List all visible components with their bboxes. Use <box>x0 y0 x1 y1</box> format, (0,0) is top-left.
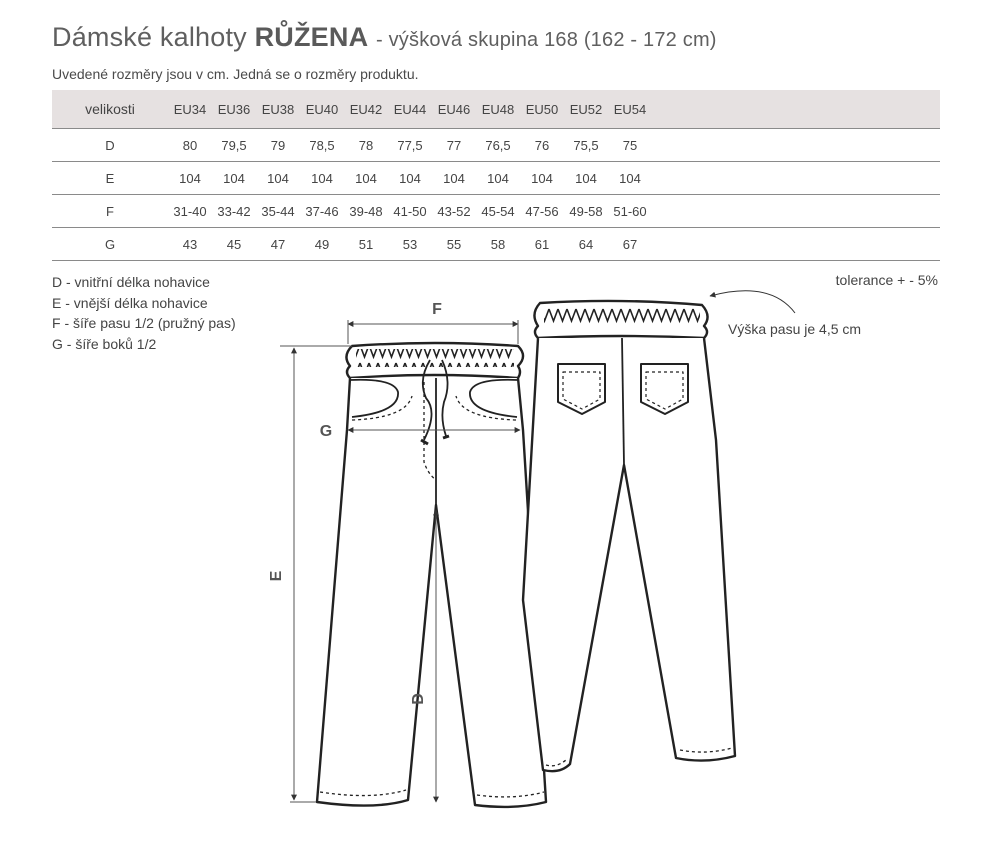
table-cell: 47-56 <box>520 195 564 228</box>
table-cell: 104 <box>432 162 476 195</box>
size-header: EU50 <box>520 90 564 129</box>
table-cell: 64 <box>564 228 608 261</box>
units-note: Uvedené rozměry jsou v cm. Jedná se o rozměry produktu. <box>52 66 419 82</box>
table-cell: 104 <box>388 162 432 195</box>
size-header: EU38 <box>256 90 300 129</box>
table-cell: 104 <box>256 162 300 195</box>
table-cell: 53 <box>388 228 432 261</box>
table-cell: 76,5 <box>476 129 520 162</box>
table-cell: 104 <box>564 162 608 195</box>
table-cell: 79 <box>256 129 300 162</box>
tolerance-note: tolerance + - 5% <box>835 272 938 288</box>
table-cell: 67 <box>608 228 652 261</box>
front-outline <box>317 378 546 807</box>
table-cell: 104 <box>344 162 388 195</box>
back-view <box>523 301 735 771</box>
table-cell: 78,5 <box>300 129 344 162</box>
row-label: E <box>52 162 168 195</box>
back-outline <box>523 338 735 771</box>
legend-item-e: E - vnější délka nohavice <box>52 294 208 311</box>
waist-height-note: Výška pasu je 4,5 cm <box>728 321 862 337</box>
row-label: G <box>52 228 168 261</box>
front-view <box>317 343 546 807</box>
size-header: EU52 <box>564 90 608 129</box>
table-cell: 49-58 <box>564 195 608 228</box>
legend-item-f: F - šíře pasu 1/2 (pružný pas) <box>52 315 236 331</box>
table-cell: 31-40 <box>168 195 212 228</box>
size-header: EU40 <box>300 90 344 129</box>
table-cell: 33-42 <box>212 195 256 228</box>
table-cell: 51-60 <box>608 195 652 228</box>
row-label: F <box>52 195 168 228</box>
table-cell: 37-46 <box>300 195 344 228</box>
table-cell: 41-50 <box>388 195 432 228</box>
dim-label-e: E <box>268 570 285 582</box>
title-prefix: Dámské kalhoty <box>52 22 247 52</box>
size-header: EU46 <box>432 90 476 129</box>
table-cell: 104 <box>608 162 652 195</box>
table-cell: 77,5 <box>388 129 432 162</box>
legend-item-d: D - vnitřní délka nohavice <box>52 274 210 290</box>
table-cell: 43 <box>168 228 212 261</box>
table-cell: 45-54 <box>476 195 520 228</box>
table-cell: 76 <box>520 129 564 162</box>
table-cell: 80 <box>168 129 212 162</box>
table-cell: 58 <box>476 228 520 261</box>
table-cell: 104 <box>212 162 256 195</box>
dim-label-f: F <box>432 301 442 318</box>
header-label: velikosti <box>52 90 168 129</box>
table-cell: 55 <box>432 228 476 261</box>
table-cell: 79,5 <box>212 129 256 162</box>
legend-item-g: G - šíře boků 1/2 <box>52 335 157 352</box>
size-header: EU36 <box>212 90 256 129</box>
table-cell: 35-44 <box>256 195 300 228</box>
table-cell: 45 <box>212 228 256 261</box>
table-cell: 49 <box>300 228 344 261</box>
table-cell: 39-48 <box>344 195 388 228</box>
size-header: EU42 <box>344 90 388 129</box>
waist-height-arrow <box>710 291 795 313</box>
table-cell: 104 <box>300 162 344 195</box>
row-label: D <box>52 129 168 162</box>
table-cell: 75,5 <box>564 129 608 162</box>
size-header: EU54 <box>608 90 652 129</box>
title-suffix: - výšková skupina 168 (162 - 172 cm) <box>375 29 717 51</box>
table-cell: 47 <box>256 228 300 261</box>
table-cell: 77 <box>432 129 476 162</box>
dim-label-d: D <box>410 693 427 705</box>
table-cell: 104 <box>520 162 564 195</box>
table-cell: 78 <box>344 129 388 162</box>
table-cell: 43-52 <box>432 195 476 228</box>
table-cell: 75 <box>608 129 652 162</box>
table-cell: 104 <box>476 162 520 195</box>
size-header: EU44 <box>388 90 432 129</box>
size-header: EU34 <box>168 90 212 129</box>
table-cell: 51 <box>344 228 388 261</box>
dim-label-g: G <box>319 423 333 440</box>
size-header: EU48 <box>476 90 520 129</box>
product-name: RŮŽENA <box>254 22 369 52</box>
table-cell: 104 <box>168 162 212 195</box>
table-cell: 61 <box>520 228 564 261</box>
